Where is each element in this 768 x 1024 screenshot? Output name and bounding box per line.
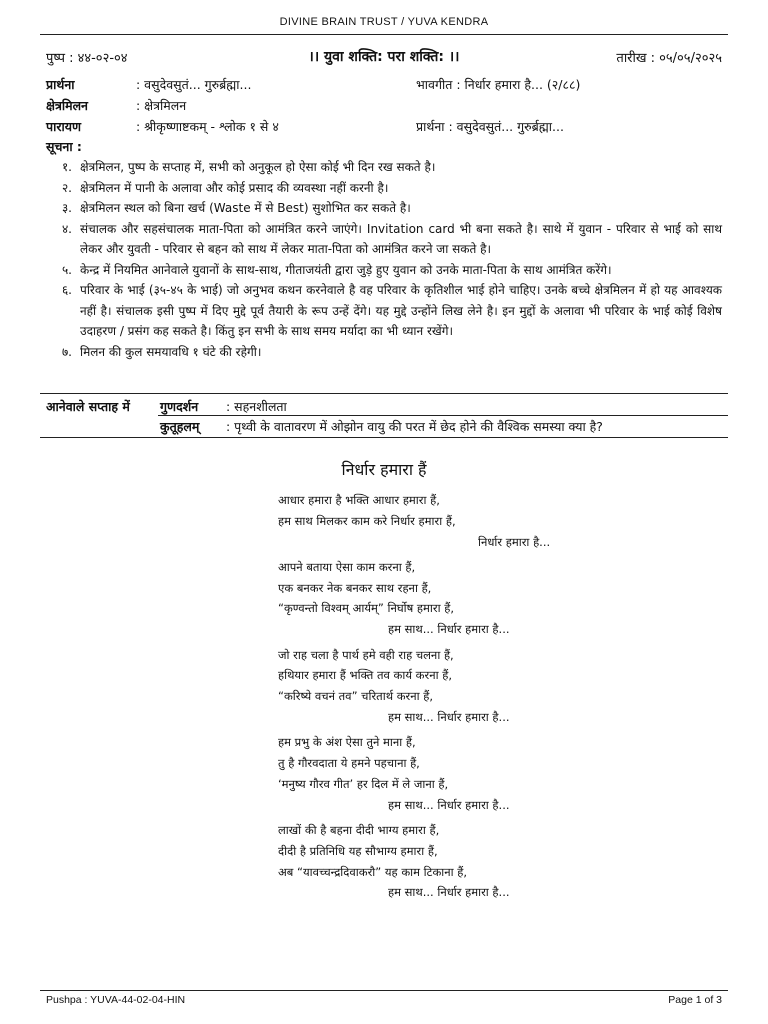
section-rule-bottom bbox=[40, 437, 728, 438]
poem-line: हथियार हमारा हैं भक्ति तव कार्य करना हैं, bbox=[278, 668, 452, 683]
list-item: ६. परिवार के भाई (३५-४५ के भाई) जो अनुभव कथन करनेवाले है वह परिवार के कृतिशील भाई होने चाहिए। उनके बच्चे क्षेत्रमिलन में हो यह आवश्यक नहीं है। संचालक इसी पुष्प में दिए मुद्दे पूर्व तैयारी के रूप उन्हें देंगे। यह मुद्दे उन्होंने लिख लेने है। इन मुद्दों के अलावा भी परिवार के भाई कोई विशेष उदाहरण / प्रसंग कह सकते है। किंतु इन सभी के साथ समय मर्यादा का भी ध्यान रखेंगे। bbox=[61, 283, 722, 338]
poem-line: लाखों की है बहना दीदी भाग्य हमारा हैं, bbox=[278, 822, 440, 837]
kshetra-label: क्षेत्रमिलन bbox=[46, 98, 88, 113]
parayan-value: : श्रीकृष्णाष्टकम् - श्लोक १ से ४ bbox=[136, 119, 279, 134]
list-item: ३. क्षेत्रमिलन स्थल को बिना खर्च (Waste में से Best) सुशोभित कर सकते है। bbox=[61, 201, 411, 215]
poem-line: दीदी है प्रतिनिधि यह सौभाग्य हमारा हैं, bbox=[278, 843, 438, 858]
list-item: ४. संचालक और सहसंचालक माता-पिता को आमंत्रित करने जाएंगे। Invitation card भी बना सकते है। साथे में युवान - परिवार से भाई को साथ लेकर और युवती - परिवार से बहन को साथ में लेकर माता-पिता को आमंत्रित करने जा सकते है। bbox=[61, 221, 722, 256]
poem-stanza bbox=[278, 557, 578, 640]
poem-line: ‘मनुष्य गौरव गीत’ हर दिल में ले जाना हैं, bbox=[278, 776, 449, 791]
poem-line: आपने बताया ऐसा काम करना हैं, bbox=[278, 559, 416, 574]
prarthana-label: प्रार्थना bbox=[46, 77, 75, 92]
poem-line: जो राह चला है पार्थ हमे वही राह चलना हैं, bbox=[278, 647, 454, 662]
poem-stanza bbox=[278, 732, 578, 815]
list-item: ५. केन्द्र में नियमित आनेवाले युवानों के साथ-साथ, गीताजयंती द्वारा जुड़े हुए युवान को उनके माता-पिता के साथ आमंत्रित करेंगे। bbox=[61, 262, 612, 277]
date: तारीख : ०५/०५/२०२५ bbox=[616, 51, 722, 66]
header-rule bbox=[40, 34, 728, 35]
page-number: Page 1 of 3 bbox=[668, 994, 722, 1006]
poem-title: निर्धार हमारा हैं bbox=[341, 460, 427, 479]
poem-refrain: हम साथ... निर्धार हमारा है... bbox=[388, 622, 510, 637]
parayan-label: पारायण bbox=[46, 119, 81, 134]
list-item: २. क्षेत्रमिलन में पानी के अलावा और कोई प्रसाद की व्यवस्था नहीं करनी है। bbox=[61, 180, 389, 195]
gundarshan-value: : सहनशीलता bbox=[226, 399, 287, 414]
poem-stanza bbox=[278, 490, 578, 552]
upcoming-label: आनेवाले सप्ताह में bbox=[46, 399, 130, 414]
kshetra-value: : क्षेत्रमिलन bbox=[136, 98, 187, 113]
bhavgeet: भावगीत : निर्धार हमारा है... (२/८८) bbox=[416, 77, 581, 92]
poem-refrain: हम साथ... निर्धार हमारा है... bbox=[388, 797, 510, 812]
poem-stanza bbox=[278, 820, 578, 903]
poem-line: आधार हमारा है भक्ति आधार हमारा हैं, bbox=[278, 493, 440, 507]
poem-refrain: निर्धार हमारा है... bbox=[478, 534, 551, 549]
poem-line: “करिष्ये वचनं तव” चरितार्थ करना हैं, bbox=[278, 689, 434, 704]
poem-body bbox=[278, 490, 578, 908]
footer-code: Pushpa : YUVA-44-02-04-HIN bbox=[46, 994, 186, 1006]
poem-stanza bbox=[278, 645, 578, 728]
poem-line: हम साथ मिलकर काम करे निर्धार हमारा हैं, bbox=[278, 513, 456, 528]
prarthana-value: : वसुदेवसुतं... गुरुर्ब्रह्मा... bbox=[136, 77, 252, 92]
kutuhalam-value: : पृथ्वी के वातावरण में ओझोन वायु की परत में छेद होने की वैश्विक समस्या क्या है? bbox=[226, 419, 603, 434]
poem-line: तु है गौरवदाता ये हमने पहचाना हैं, bbox=[278, 756, 420, 771]
list-item: ७. मिलन की कुल समयावधि १ घंटे की रहेगी। bbox=[61, 344, 262, 359]
poem-refrain: हम साथ... निर्धार हमारा है... bbox=[388, 709, 510, 724]
footer-rule bbox=[40, 990, 728, 991]
poem-line: “कृण्वन्तो विश्वम् आर्यम्” निर्घोष हमारा हैं, bbox=[278, 601, 454, 616]
section-rule bbox=[40, 393, 728, 394]
title-row bbox=[46, 48, 722, 70]
page-title: ।। युवा शक्ति: परा शक्ति: ।। bbox=[308, 49, 460, 65]
pushp-number: पुष्प : ४४-०२-०४ bbox=[46, 51, 128, 66]
footer bbox=[46, 994, 722, 1006]
poem-line: अब “यावच्चन्द्रदिवाकरौ” यह काम टिकाना हैं, bbox=[278, 864, 468, 879]
notice-list bbox=[46, 157, 722, 362]
upcoming-rule bbox=[158, 415, 728, 416]
gundarshan-label: गुणदर्शन bbox=[160, 399, 199, 414]
prarthana-2: प्रार्थना : वसुदेवसुतं... गुरुर्ब्रह्मा... bbox=[416, 119, 564, 134]
suchna-label: सूचना : bbox=[46, 139, 82, 154]
poem-refrain: हम साथ... निर्धार हमारा है... bbox=[388, 885, 510, 900]
poem-line: हम प्रभु के अंश ऐसा तुने माना हैं, bbox=[278, 735, 416, 750]
document-header: DIVINE BRAIN TRUST / YUVA KENDRA bbox=[279, 16, 489, 28]
poem-line: एक बनकर नेक बनकर साथ रहना हैं, bbox=[278, 580, 432, 595]
kutuhalam-label: कुतूहलम् bbox=[160, 419, 200, 434]
list-item: १. क्षेत्रमिलन, पुष्प के सप्ताह में, सभी को अनुकूल हो ऐसा कोई भी दिन रख सकते है। bbox=[61, 160, 436, 174]
